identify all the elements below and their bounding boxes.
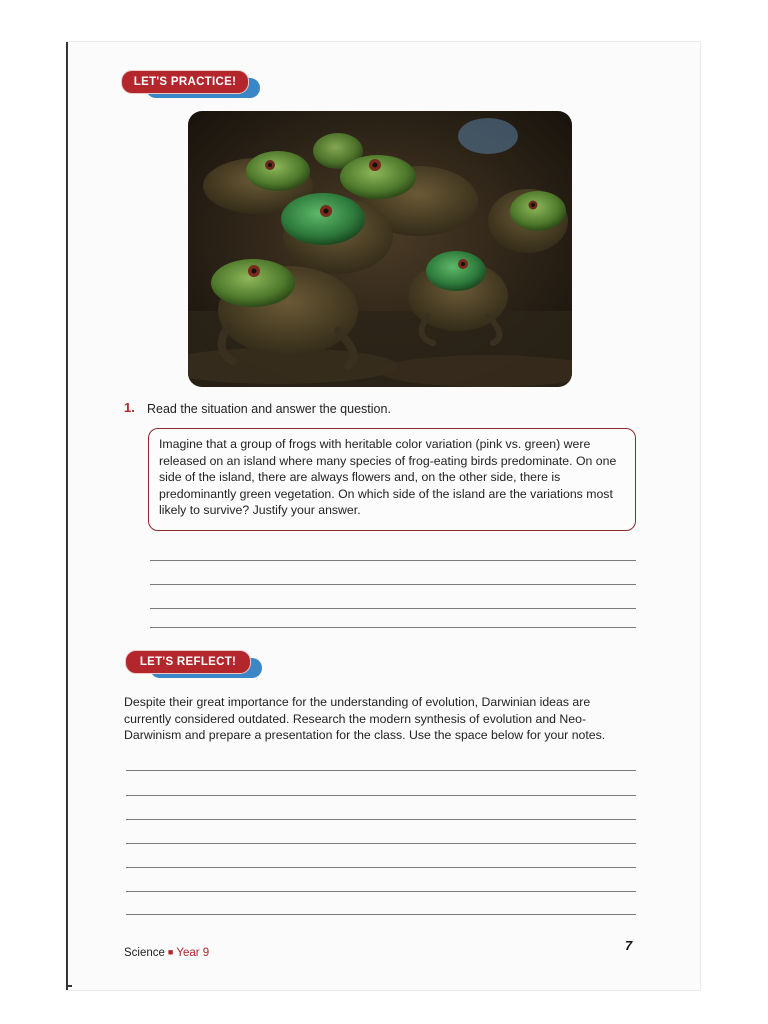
answer-line[interactable] xyxy=(150,560,636,561)
frogs-photo-icon xyxy=(188,111,572,387)
reflect-text: Despite their great importance for the understanding of evolution, Darwinian ideas are currently considered outdated. Research the modern synthesis of evolution and Neo-Darwinism and prepare a presentation for the class. Use the space below for your notes. xyxy=(124,695,606,742)
footer-bullet-icon: ■ xyxy=(167,947,174,957)
notes-line[interactable] xyxy=(126,795,636,796)
footer-subject: Science xyxy=(124,947,165,959)
notes-line[interactable] xyxy=(126,843,636,844)
page-number: 7 xyxy=(625,938,633,953)
situation-text: Imagine that a group of frogs with heritable color variation (pink vs. green) were released on an island where many species of frog-eating birds predominate. On one side of the island, there are always flowers and, on the other side, there is predominantly green vegetation. On which side of the island are the variations most likely to survive? Justify your answer. xyxy=(159,437,617,517)
reflect-badge-label: LET'S REFLECT! xyxy=(125,650,251,674)
answer-line[interactable] xyxy=(150,627,636,628)
question-number: 1. xyxy=(124,400,135,415)
notes-line[interactable] xyxy=(126,770,636,771)
footer-year: Year 9 xyxy=(176,947,210,959)
answer-line[interactable] xyxy=(150,608,636,609)
question-instruction: Read the situation and answer the question. xyxy=(147,402,391,416)
practice-badge-label: LET'S PRACTICE! xyxy=(121,70,249,94)
page-footer xyxy=(124,947,209,959)
page-corner-mark xyxy=(66,985,72,987)
notes-line[interactable] xyxy=(126,891,636,892)
notes-line[interactable] xyxy=(126,819,636,820)
frogs-photo xyxy=(188,111,572,387)
situation-box xyxy=(148,428,636,531)
answer-line[interactable] xyxy=(150,584,636,585)
notes-line[interactable] xyxy=(126,914,636,915)
notes-line[interactable] xyxy=(126,867,636,868)
